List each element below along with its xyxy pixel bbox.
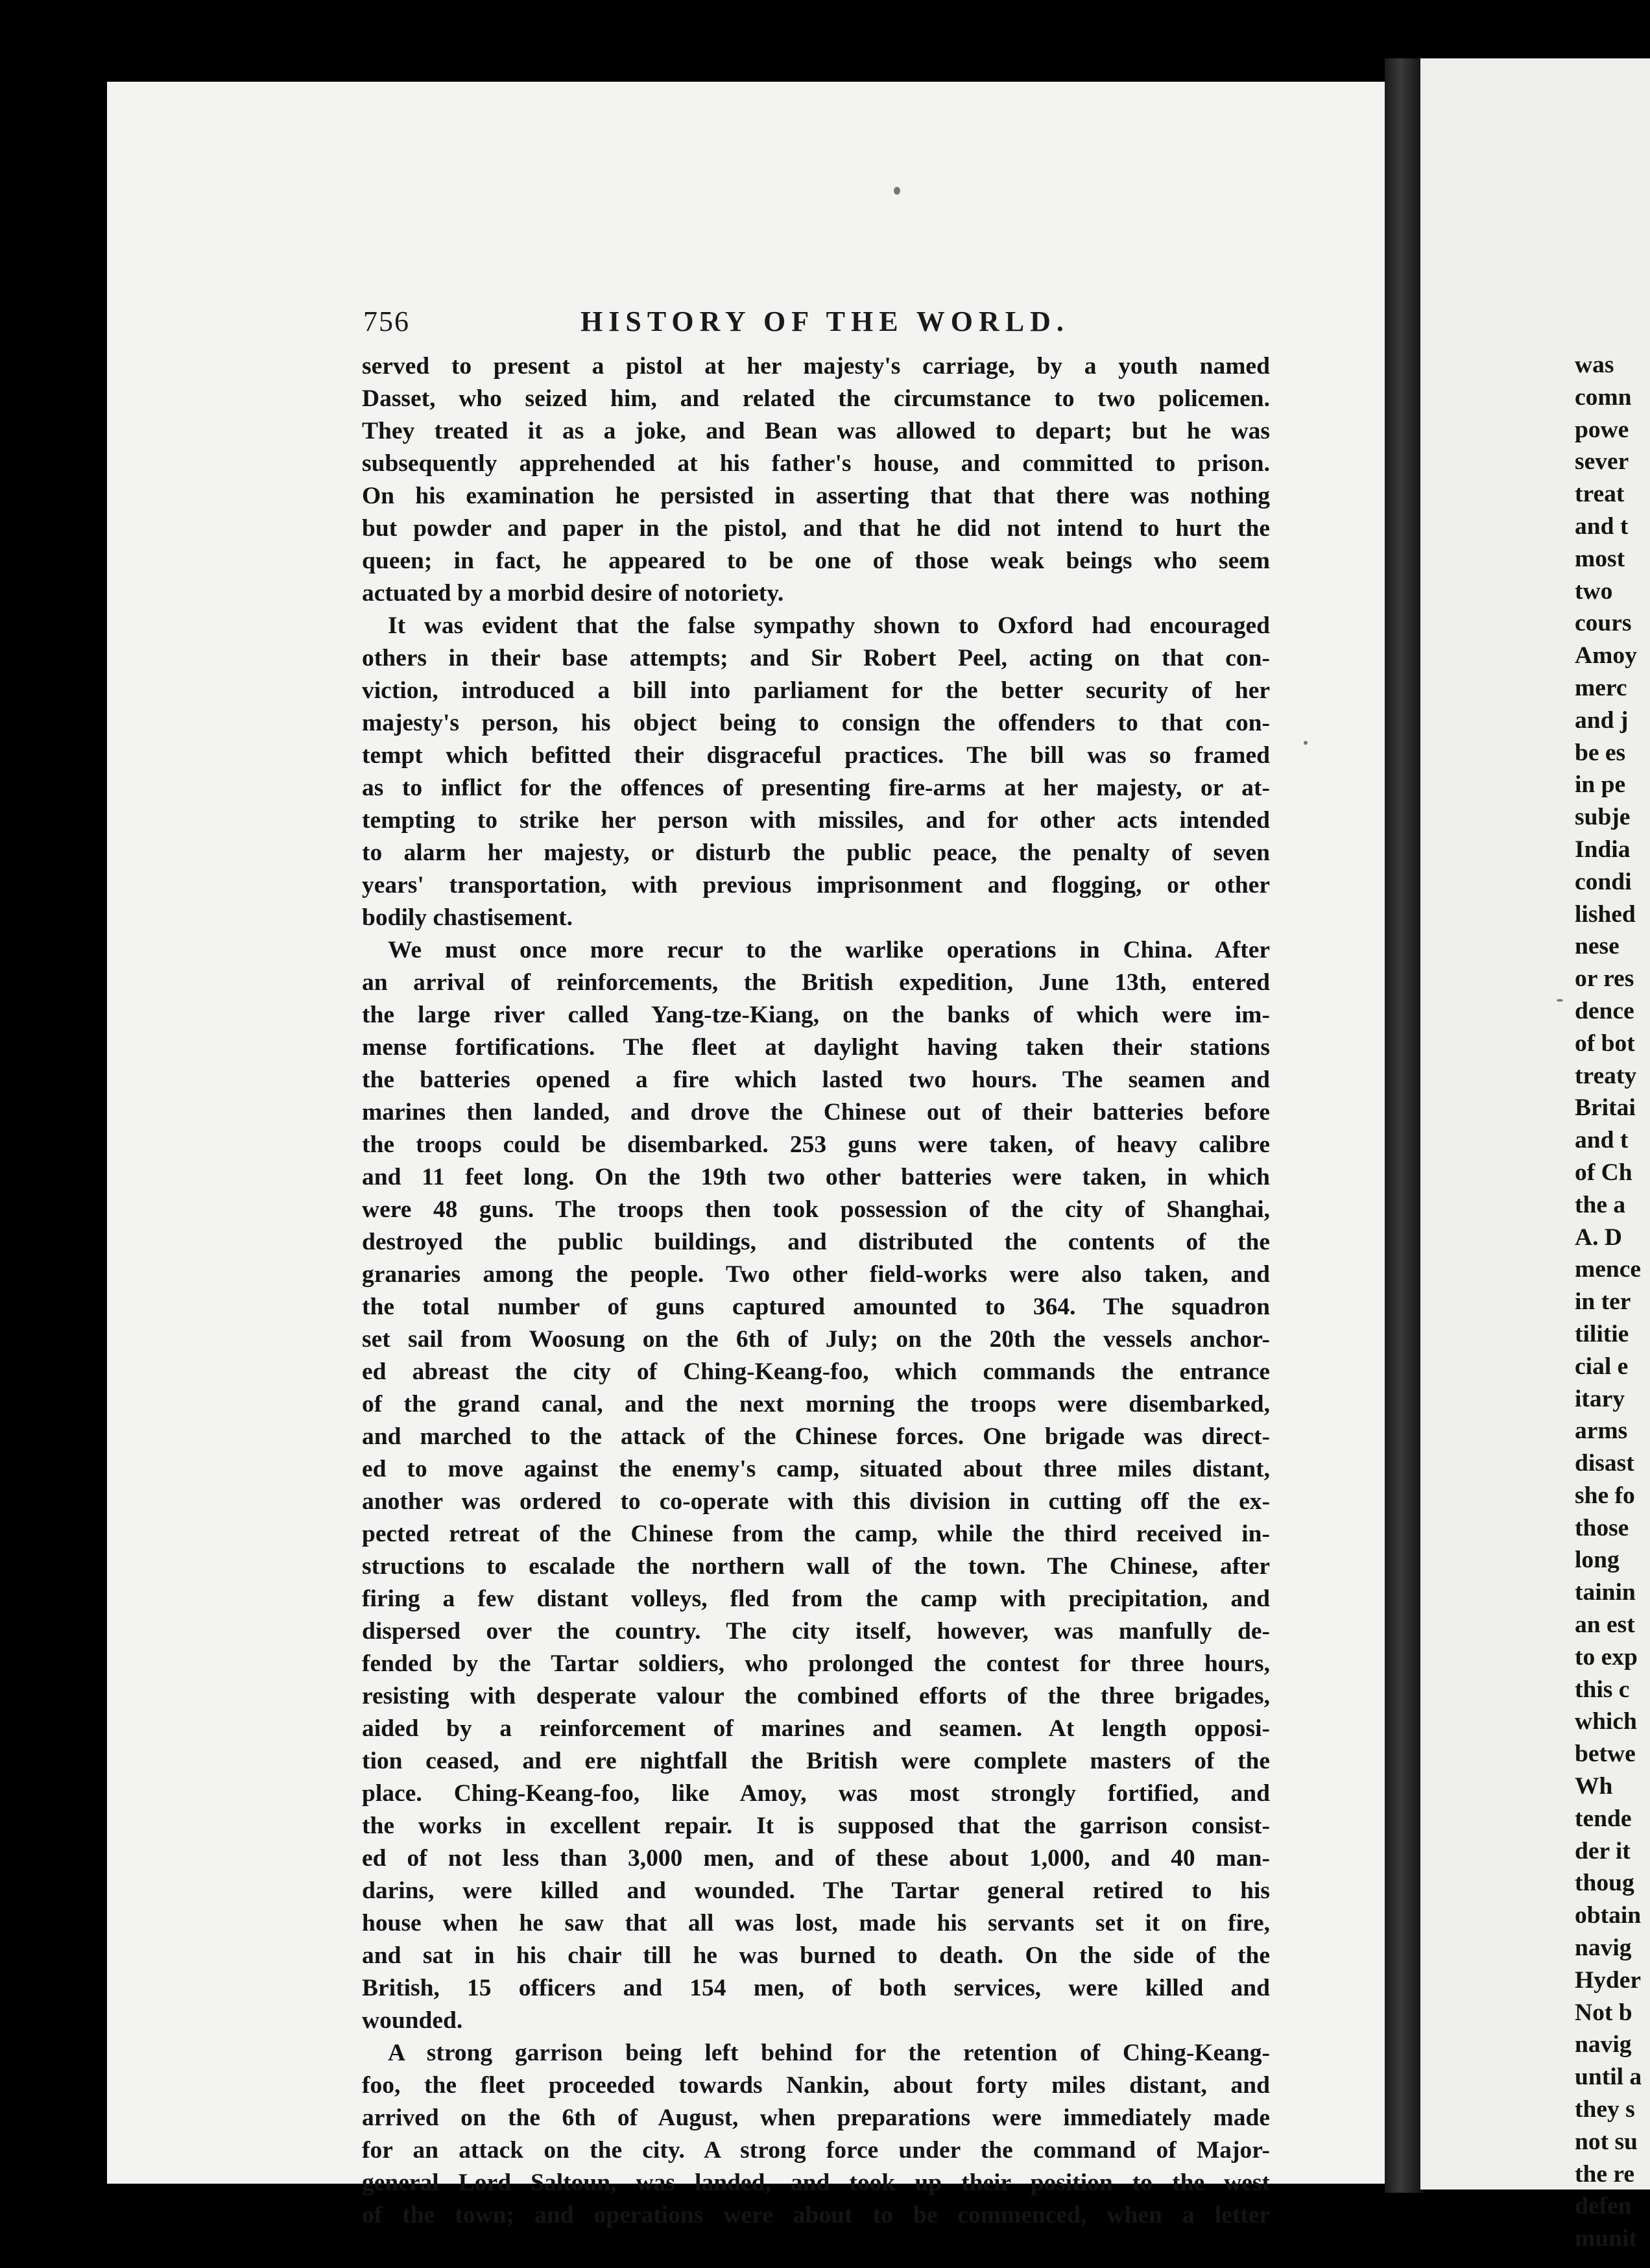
text-line: an arrival of reinforcements, the British expedition, June 13th, entered [362,969,1270,996]
right-page-line: most [1575,545,1625,572]
running-title: HISTORY OF THE WORLD. [580,306,1070,337]
scan-speck [1304,741,1308,745]
right-page-line: and t [1575,513,1629,540]
right-page-line: mence [1575,1256,1642,1283]
text-line: to alarm her majesty, or disturb the public peace, the penalty of seven [362,839,1270,866]
text-line: bodily chastisement. [362,904,573,931]
right-page-line: an est [1575,1611,1635,1639]
right-page-line: of Ch [1575,1159,1632,1186]
right-page-line: betwe [1575,1741,1636,1768]
text-line: of the grand canal, and the next morning the troops were disembarked, [362,1391,1270,1418]
text-line: majesty's person, his object being to consign the offenders to that con- [362,710,1270,736]
right-page-line: and t [1575,1127,1629,1154]
right-page-line: tende [1575,1805,1632,1832]
right-page-line: cial e [1575,1353,1629,1380]
text-line: the troops could be disembarked. 253 guns were taken, of heavy calibre [362,1131,1270,1158]
right-page-line: not su [1575,2128,1638,2155]
text-line: British, 15 officers and 154 men, of both services, were killed and [362,1975,1270,2001]
text-line: granaries among the people. Two other field-works were also taken, and [362,1261,1270,1288]
right-page-text [1575,349,1650,2255]
text-line: queen; in fact, he appeared to be one of those weak beings who seem [362,548,1270,574]
text-line: served to present a pistol at her majesty's carriage, by a youth named [362,353,1270,380]
right-page-line: A. D [1575,1224,1622,1251]
right-page-line: condi [1575,868,1632,895]
text-line: of the town; and operations were about to be commenced, when a letter [362,2202,1270,2228]
text-line: arrived on the 6th of August, when preparations were immediately made [362,2105,1270,2131]
right-page-line: two [1575,577,1613,605]
text-line: others in their base attempts; and Sir Robert Peel, acting on that con- [362,645,1270,671]
right-page-line: Britai [1575,1094,1636,1122]
right-page-line: treat [1575,481,1625,508]
right-page-line: which [1575,1708,1637,1735]
right-page-line: in ter [1575,1288,1631,1316]
body-text [362,350,1270,2232]
right-page-line: obtain [1575,1902,1642,1929]
text-line: as to inflict for the offences of presenting fire-arms at her majesty, or at- [362,775,1270,801]
text-line: house when he saw that all was lost, made his servants set it on fire, [362,1910,1270,1936]
text-line: the batteries opened a fire which lasted two hours. The seamen and [362,1067,1270,1093]
text-line: years' transportation, with previous imprisonment and flogging, or other [362,872,1270,899]
text-line: the total number of guns captured amounted to 364. The squadron [362,1294,1270,1320]
right-page-line: navig [1575,2031,1632,2058]
text-line: tion ceased, and ere nightfall the British were complete masters of the [362,1748,1270,1774]
text-line: and marched to the attack of the Chinese forces. One brigade was direct- [362,1423,1270,1450]
text-line: viction, introduced a bill into parliament for the better security of her [362,677,1270,704]
right-page-line: or res [1575,965,1634,993]
right-page-line: powe [1575,416,1629,443]
text-line: subsequently apprehended at his father's house, and committed to prison. [362,450,1270,477]
right-page-line: merc [1575,674,1627,701]
text-line: fended by the Tartar soldiers, who prolonged the contest for three hours, [362,1650,1270,1677]
text-line: marines then landed, and drove the Chinese out of their batteries before [362,1099,1270,1126]
text-line: aided by a reinforcement of marines and seamen. At length opposi- [362,1715,1270,1742]
right-page-line: they s [1575,2096,1635,2123]
text-line: We must once more recur to the warlike operations in China. After [388,937,1270,963]
text-line: They treated it as a joke, and Bean was allowed to depart; but he was [362,418,1270,444]
right-page-line: in pe [1575,771,1626,799]
right-page-line: cours [1575,610,1632,637]
right-page-line: Not b [1575,1999,1632,2026]
right-page-line: be es [1575,739,1626,766]
text-line: foo, the fleet proceeded towards Nankin, about forty miles distant, and [362,2072,1270,2099]
text-line: set sail from Woosung on the 6th of July; on the 20th the vessels anchor- [362,1326,1270,1353]
text-line: structions to escalade the northern wall of the town. The Chinese, after [362,1553,1270,1580]
text-line: and sat in his chair till he was burned to death. On the side of the [362,1942,1270,1969]
text-line: It was evident that the false sympathy shown to Oxford had encouraged [388,612,1270,639]
text-line: tempt which befitted their disgraceful practices. The bill was so framed [362,742,1270,769]
right-page-line: lished [1575,900,1636,928]
right-page-line: disast [1575,1450,1634,1477]
right-page-line: India [1575,836,1631,863]
text-line: mense fortifications. The fleet at daylight having taken their stations [362,1034,1270,1061]
right-page-line: Hyder [1575,1966,1642,1994]
right-page-line: this c [1575,1676,1630,1703]
text-line: another was ordered to co-operate with this division in cutting off the ex- [362,1488,1270,1515]
text-line: ed of not less than 3,000 men, and of these about 1,000, and 40 man- [362,1845,1270,1872]
text-line: pected retreat of the Chinese from the camp, while the third received in- [362,1521,1270,1547]
right-page-line: of bot [1575,1030,1635,1057]
scan-speck [894,187,900,195]
right-page-line: munit [1575,2225,1637,2252]
text-line: tempting to strike her person with missiles, and for other acts intended [362,807,1270,834]
text-line: but powder and paper in the pistol, and that he did not intend to hurt the [362,515,1270,542]
right-page-line: nese [1575,933,1620,960]
text-line: wounded. [362,2007,463,2034]
text-line: On his examination he persisted in asserting that that there was nothing [362,483,1270,509]
text-line: actuated by a morbid desire of notoriety. [362,580,784,607]
running-head [363,305,1336,344]
right-page-line: long [1575,1547,1620,1574]
text-line: place. Ching-Keang-foo, like Amoy, was most strongly fortified, and [362,1780,1270,1807]
right-page-line: the re [1575,2160,1634,2188]
text-line: dispersed over the country. The city itself, however, was manfully de- [362,1618,1270,1645]
text-line: A strong garrison being left behind for the retention of Ching-Keang- [388,2040,1270,2066]
text-line: the works in excellent repair. It is supposed that the garrison consist- [362,1813,1270,1839]
right-page-line: until a [1575,2064,1642,2091]
text-line: ed to move against the enemy's camp, situated about three miles distant, [362,1456,1270,1482]
right-page-line: arms [1575,1418,1628,1445]
right-page-line: treaty [1575,1062,1637,1089]
right-page-line: defen [1575,2193,1632,2220]
text-line: general Lord Saltoun, was landed, and took up their position to the west [362,2169,1270,2196]
right-page-line: Wh [1575,1773,1613,1800]
right-page-line: and j [1575,706,1629,734]
right-page-line: comn [1575,383,1632,411]
right-page-line: the a [1575,1191,1626,1218]
text-line: resisting with desperate valour the combined efforts of the three brigades, [362,1683,1270,1709]
right-page-line: tilitie [1575,1320,1629,1347]
right-page-line: der it [1575,1837,1631,1864]
right-page-line: sever [1575,448,1629,476]
right-page-line: itary [1575,1385,1625,1412]
right-page-line: dence [1575,997,1634,1024]
right-page-line: was [1575,352,1614,378]
right-page-line: to exp [1575,1643,1638,1671]
text-line: ed abreast the city of Ching-Keang-foo, which commands the entrance [362,1358,1270,1385]
text-line: darins, were killed and wounded. The Tartar general retired to his [362,1877,1270,1904]
right-page-line: Amoy [1575,642,1637,670]
text-line: Dasset, who seized him, and related the circumstance to two policemen. [362,385,1270,412]
right-page-line: tainin [1575,1579,1636,1606]
text-line: the large river called Yang-tze-Kiang, on the banks of which were im- [362,1002,1270,1028]
right-page-line: those [1575,1514,1629,1541]
book-gutter [1385,58,1424,2193]
text-line: for an attack on the city. A strong force under the command of Major- [362,2137,1270,2164]
text-line: were 48 guns. The troops then took possession of the city of Shanghai, [362,1196,1270,1223]
text-line: firing a few distant volleys, fled from the camp with precipitation, and [362,1586,1270,1612]
right-page-line: navig [1575,1935,1632,1962]
text-line: and 11 feet long. On the 19th two other batteries were taken, in which [362,1164,1270,1190]
right-page-line: she fo [1575,1482,1635,1509]
right-page-line: thoug [1575,1870,1634,1897]
scan-speck [1557,999,1563,1002]
text-line: destroyed the public buildings, and distributed the contents of the [362,1229,1270,1255]
right-page-line: subje [1575,804,1631,831]
page-number: 756 [363,306,410,337]
